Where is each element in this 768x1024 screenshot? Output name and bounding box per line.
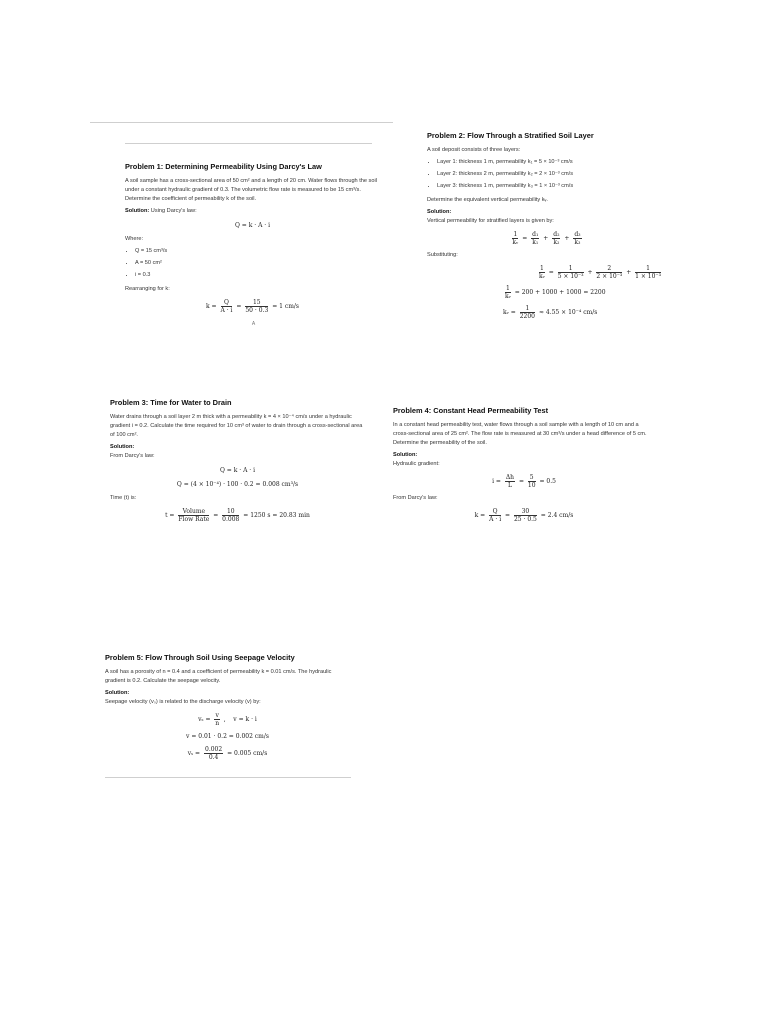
equation-kv [427,305,667,320]
eq-mid: = [236,303,242,310]
fraction [528,474,536,489]
fraction [178,508,209,523]
problem-4-title: Problem 4: Constant Head Permeability Test [393,406,549,415]
eq-rest: , v = k · i [223,716,257,723]
denominator: 10 [527,482,536,489]
layer-list [437,158,667,191]
given-list [135,247,380,280]
denominator: 5 × 10⁻³ [557,273,584,280]
denominator: 0.4 [208,754,219,761]
equation-substituted: $\frac{1}{\text{kᵥ}}$ = $\frac{1}{\text{5 × 10⁻³}}$ + $\frac{2}{\text{2 × 10⁻³}}$ + $\frac{1}{\text{1 × 10⁻³}}$ [538,265,661,280]
eq-result: = 1250 s = 20.83 min [243,512,310,519]
denominator: 50 · 0.3 [245,307,269,314]
fraction [204,746,223,761]
fraction [514,508,537,523]
fraction [531,231,539,246]
eq-left: k = [206,303,217,310]
fraction [635,265,661,280]
fraction [512,231,518,246]
equation-darcy: Q = k · A · i [234,222,271,229]
small-mark: A [251,321,256,327]
fraction [505,474,515,489]
list-item: • Layer 3: thickness 1 m, permeability k₃ = 1 × 10⁻³ cm/s [437,182,667,191]
divider-bottom [105,777,351,778]
fraction [573,231,581,246]
solution-label: Solution: [110,444,135,450]
equation-seepage [105,712,350,727]
numerator: 10 [222,508,239,516]
fraction [221,299,233,314]
numerator: Volume [178,508,209,516]
equation-result [105,746,350,761]
denominator: L [507,482,512,489]
darcy-label: From Darcy's law: [393,495,438,501]
eq-left: vₛ = [187,750,201,757]
denominator: k₁ [532,239,539,246]
eq-result: = 0.5 [539,478,556,485]
numerator: d₂ [553,231,560,238]
solution-text: Seepage velocity (vₛ) is related to the discharge velocity (v) by: [105,699,261,705]
numerator: 2 [596,265,622,273]
numerator: v [215,712,219,719]
denominator: A · i [489,516,502,523]
substituting-label: Substituting: [427,252,458,258]
equation-darcy: Q = k · A · i [219,467,256,474]
fraction [245,299,268,314]
denominator: 0.008 [222,516,240,523]
solution-label: Solution: [125,208,150,214]
problem-2-text: A soil deposit consists of three layers: [427,147,521,153]
solution-text: From Darcy's law: [110,453,155,459]
problem-5-title: Problem 5: Flow Through Soil Using Seepage Velocity [105,653,295,662]
divider-top [90,122,393,123]
fraction [539,265,545,280]
rearrange-label: Rearranging for k: [125,286,170,292]
numerator: 1 [539,265,544,272]
equation-sum [427,285,667,300]
problem-4-card [393,406,655,528]
problem-2-card [427,131,667,325]
denominator: 2200 [519,313,536,320]
denominator: 2 × 10⁻³ [596,273,623,280]
numerator: Q [489,508,501,516]
solution-label: Solution: [105,690,130,696]
numerator: 1 [520,305,535,313]
eq-left: i = [492,478,501,485]
divider-p1-top [125,143,372,144]
list-item: • i = 0.3 [135,271,380,280]
eq-result: = 200 + 1000 + 1000 = 2200 [514,289,606,296]
numerator: 1 [513,231,518,238]
denominator: k₃ [574,239,581,246]
solution-text: Vertical permeability for stratified layers is given by: [427,218,554,224]
fraction [222,508,239,523]
problem-5-card [105,653,350,766]
problem-5-text: A soil has a porosity of n = 0.4 and a coefficient of permeability k = 0.01 cm/s. The hydraulic gradient is 0.2. Calculate the seepage velocity. [105,669,332,684]
problem-3-text: Water drains through a soil layer 2 m thick with a permeability k = 4 × 10⁻⁴ cm/s under a hydraulic gradient i = 0.2. Calculate the time required for 10 cm³ of water to drain through a cross-sectional area of 100 cm². [110,414,363,438]
numerator: 15 [245,299,268,307]
eq-result: = 2.4 cm/s [540,512,574,519]
numerator: 1 [506,285,510,292]
problem-1-text: A soil sample has a cross-sectional area of 50 cm² and a length of 20 cm. Water flows through the soil under a constant hydraulic gradient of 0.3. The volumetric flow rate is measured to be 15 cm³/s. Determine the coefficient of permeability k of the soil. [125,178,377,202]
solution-label: Solution: [393,452,418,458]
equation-k [125,299,380,314]
problem-1-solution [125,207,380,216]
denominator: n [215,720,220,727]
problem-3-card [110,398,365,528]
fraction [489,508,501,523]
fraction [552,231,560,246]
denominator: kᵥ [538,273,545,280]
list-item: • A = 50 cm² [135,259,380,268]
denominator: 1 × 10⁻³ [635,273,661,280]
numerator: 0.002 [205,746,223,753]
numerator: Q [221,299,233,307]
denominator: A · i [220,307,233,314]
eq-left: vₛ = [198,716,211,723]
equation-k: k = $\frac{Q}{A \cdot i}$ = $\frac{30}{25 \cdot 0.5}$ = 2.4 cm/s [474,508,574,523]
problem-2-title: Problem 2: Flow Through a Stratified Soil Layer [427,131,594,140]
list-item: • Layer 1: thickness 1 m, permeability k₁ = 5 × 10⁻³ cm/s [437,158,667,167]
time-label: Time (t) is: [110,495,137,501]
numerator: Δh [505,474,515,481]
problem-1-title: Problem 1: Determining Permeability Using Darcy's Law [125,162,322,171]
denominator: 25 · 0.5 [513,516,537,523]
numerator: 1 [558,265,584,273]
eq-result: = 1 cm/s [272,303,299,310]
eq-result: ≈ 4.55 × 10⁻⁴ cm/s [538,309,598,316]
denominator: Flow Rate [178,516,210,523]
denominator: kᵥ [512,239,519,246]
equation-flow: Q = (4 × 10⁻⁴) · 100 · 0.2 = 0.008 cm³/s [176,481,299,488]
numerator: 1 [635,265,661,273]
numerator: 5 [529,474,534,481]
fraction [558,265,584,280]
problem-2-determine: Determine the equivalent vertical permeability kᵥ. [427,197,548,203]
fraction [505,285,511,300]
solution-text: Using Darcy's law: [150,208,197,214]
list-item: • Q = 15 cm³/s [135,247,380,256]
numerator: d₃ [574,231,581,238]
numerator: 30 [514,508,537,516]
equation-discharge: v = 0.01 · 0.2 = 0.002 cm/s [186,733,269,740]
eq-left: t = [165,512,175,519]
problem-3-title: Problem 3: Time for Water to Drain [110,398,232,407]
fraction [596,265,622,280]
denominator: kᵥ [505,293,511,300]
eq-left: k = [474,512,486,519]
problem-4-text: In a constant head permeability test, water flows through a soil sample with a length of 10 cm and a cross-sectional area of 25 cm². The flow rate is measured at 30 cm³/s under a head difference of 5 cm. Determine the permeability of the soil. [393,422,647,446]
eq-left: kᵥ = [503,309,516,316]
problem-1-card [125,162,380,329]
numerator: d₁ [532,231,539,238]
solution-text: Hydraulic gradient: [393,461,440,467]
equation-time: t = $\frac{\text{Volume}}{\text{Flow Rate}}$ = $\frac{10}{0.008}$ = 1250 s = 20.83 min [165,508,310,523]
equation-vertical-permeability: $\frac{1}{\text{kᵥ}}$ = $\frac{\text{d₁}}{\text{k₁}}$ + $\frac{\text{d₂}}{\text{k₂}}$ + $\frac{\text{d₃}}{\text{k₃}}$ [512,231,581,246]
where-label: Where: [125,236,144,242]
solution-label: Solution: [427,209,452,215]
eq-result: = 0.005 cm/s [227,750,268,757]
fraction [520,305,535,320]
denominator: k₂ [553,239,560,246]
fraction [214,712,219,727]
equation-gradient: i = $\frac{\Delta h}{L}$ = $\frac{5}{10}$ = 0.5 [492,474,556,489]
list-item: • Layer 2: thickness 2 m, permeability k₂ = 2 × 10⁻³ cm/s [437,170,667,179]
